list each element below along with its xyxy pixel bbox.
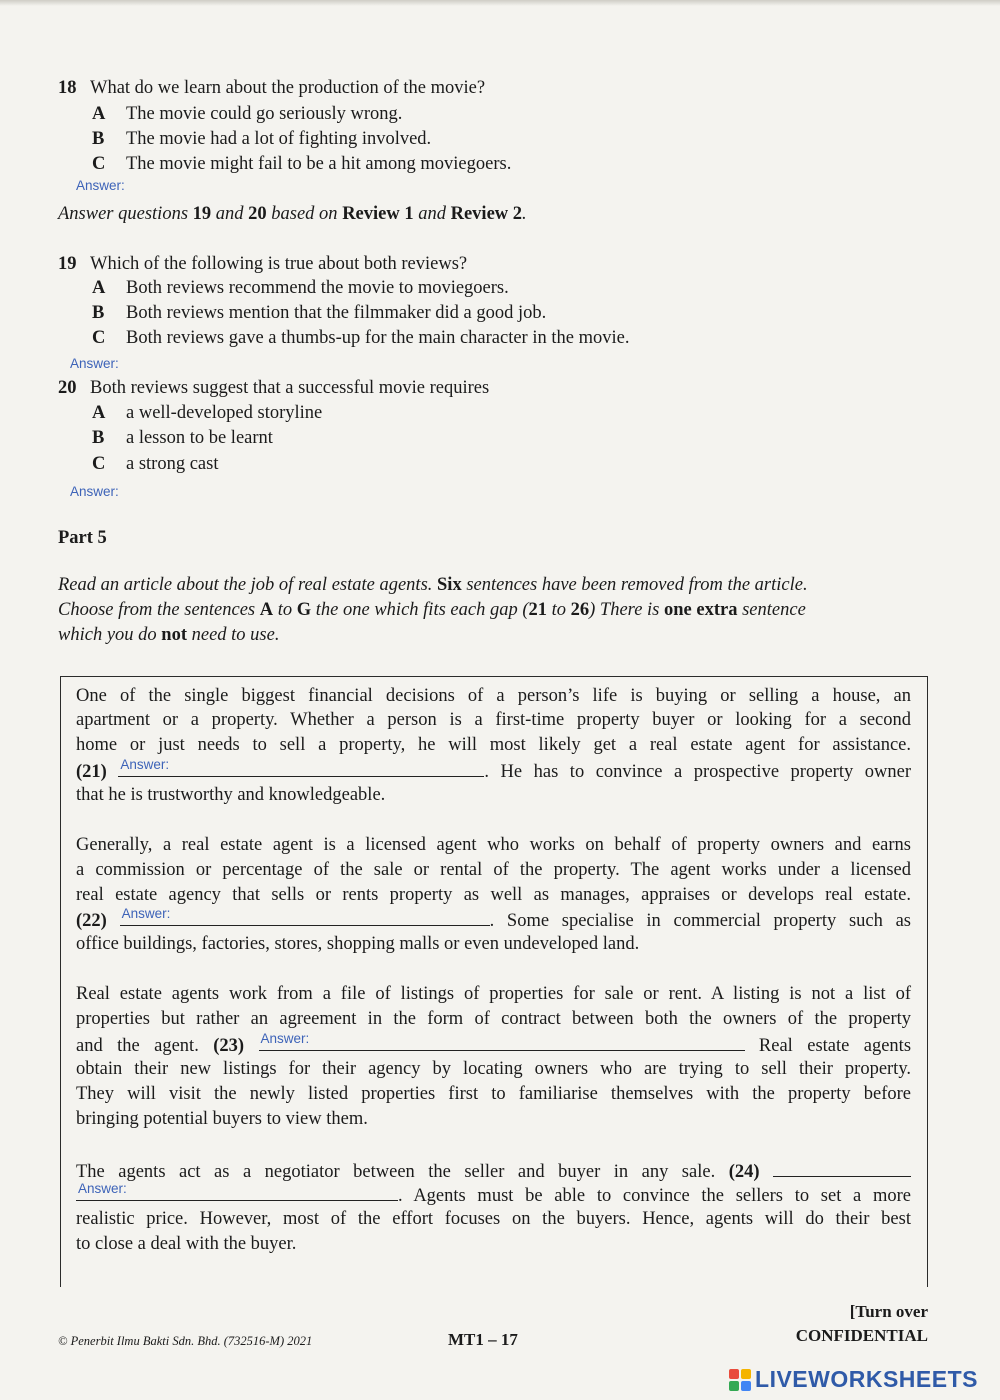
article-line: Real estate agents work from a file of listings of properties for sale or rent. A listing is not a list of xyxy=(76,984,911,1004)
logo-icon xyxy=(729,1369,751,1391)
q18-option-a: A The movie could go seriously wrong. xyxy=(92,104,403,124)
article-line-gap-23: and the agent. (23) Answer: Real estate agents xyxy=(76,1031,912,1056)
question-19: 19 Which of the following is true about both reviews? xyxy=(58,254,468,274)
part-5-heading: Part 5 xyxy=(58,528,107,548)
article-line-gap-21: (21) Answer: . He has to convince a prospective property owner xyxy=(76,757,911,782)
gap-23-answer-input[interactable]: Answer: xyxy=(259,1032,745,1051)
article-line: a commission or percentage of the sale or rental of the property. The agent works under a licensed xyxy=(76,860,911,880)
gap-24-answer-input[interactable]: Answer: xyxy=(76,1182,398,1201)
article-line: real estate agency that sells or rents property as well as manages, appraises or develops real estate. xyxy=(76,885,911,905)
question-text: What do we learn about the production of the movie? xyxy=(90,78,486,98)
q18-option-c: C The movie might fail to be a hit among moviegoers. xyxy=(92,154,512,174)
article-line: Generally, a real estate agent is a licensed agent who works on behalf of property owners and earns xyxy=(76,835,911,855)
article-line-gap-24: The agents act as a negotiator between the seller and buyer in any sale. (24) xyxy=(76,1158,911,1185)
q19-option-a: A Both reviews recommend the movie to moviegoers. xyxy=(92,278,509,298)
article-line: properties but rather an agreement in the form of contract between both the owners of the property xyxy=(76,1009,911,1029)
article-line: They will visit the newly listed properties first to familiarise themselves with the property before xyxy=(76,1084,911,1104)
scan-edge xyxy=(0,0,1000,6)
question-20: 20 Both reviews suggest that a successful movie requires xyxy=(58,378,490,398)
instruction-19-20: Answer questions 19 and 20 based on Review 1 and Review 2. xyxy=(58,204,527,224)
article-line: office buildings, factories, stores, shopping malls or even undeveloped land. xyxy=(76,934,640,954)
part-5-instructions: Read an article about the job of real estate agents. Six sentences have been removed from the article. Choose from the sentences A to G the one which fits each gap (21 to 26) There is one extra sentence which you do not need to use. xyxy=(58,575,808,645)
article-line: home or just needs to sell a property, he will most likely get a real estate agent for assistance. xyxy=(76,735,911,755)
q19-option-b: B Both reviews mention that the filmmaker did a good job. xyxy=(92,303,547,323)
brand-name: LIVEWORKSHEETS xyxy=(755,1366,978,1392)
article-line: apartment or a property. Whether a person is a first-time property buyer or looking for a second xyxy=(76,710,911,730)
copyright: © Penerbit Ilmu Bakti Sdn. Bhd. (732516-M) 2021 xyxy=(58,1334,313,1348)
q19-option-c: C Both reviews gave a thumbs-up for the main character in the movie. xyxy=(92,328,630,348)
question-18 xyxy=(58,76,485,101)
question-number: 18 xyxy=(58,78,77,98)
article-line: obtain their new listings for their agency by locating owners who are trying to sell their property. xyxy=(76,1059,911,1079)
q20-option-b: B a lesson to be learnt xyxy=(92,428,273,448)
article-line-gap-22: (22) Answer: . Some specialise in commercial property such as xyxy=(76,906,911,931)
article-line: One of the single biggest financial decisions of a person’s life is buying or selling a house, an xyxy=(76,686,911,706)
gap-24-answer-line xyxy=(773,1158,911,1177)
gap-21-answer-input[interactable]: Answer: xyxy=(118,758,484,777)
liveworksheets-logo xyxy=(729,1366,978,1393)
confidential-label: CONFIDENTIAL xyxy=(795,1326,928,1345)
q19-answer-field[interactable]: Answer: xyxy=(70,356,119,371)
article-line-gap-24-cont: Answer: . Agents must be able to convince the sellers to set a more xyxy=(78,1181,911,1206)
article-line: that he is trustworthy and knowledgeable. xyxy=(76,785,386,805)
article-line: realistic price. However, most of the effort focuses on the buyers. Hence, agents will do their best xyxy=(76,1209,911,1229)
turn-over-label: [Turn over xyxy=(849,1302,928,1321)
gap-22-answer-input[interactable]: Answer: xyxy=(120,907,490,926)
q20-answer-field[interactable]: Answer: xyxy=(70,484,119,499)
page-code: MT1 – 17 xyxy=(448,1330,518,1349)
article-line: to close a deal with the buyer. xyxy=(76,1234,297,1254)
q20-option-c: C a strong cast xyxy=(92,454,219,474)
q20-option-a: A a well-developed storyline xyxy=(92,403,323,423)
article-line: bringing potential buyers to view them. xyxy=(76,1109,368,1129)
q18-answer-field[interactable]: Answer: xyxy=(76,178,125,193)
q18-option-b: B The movie had a lot of fighting involved. xyxy=(92,129,432,149)
